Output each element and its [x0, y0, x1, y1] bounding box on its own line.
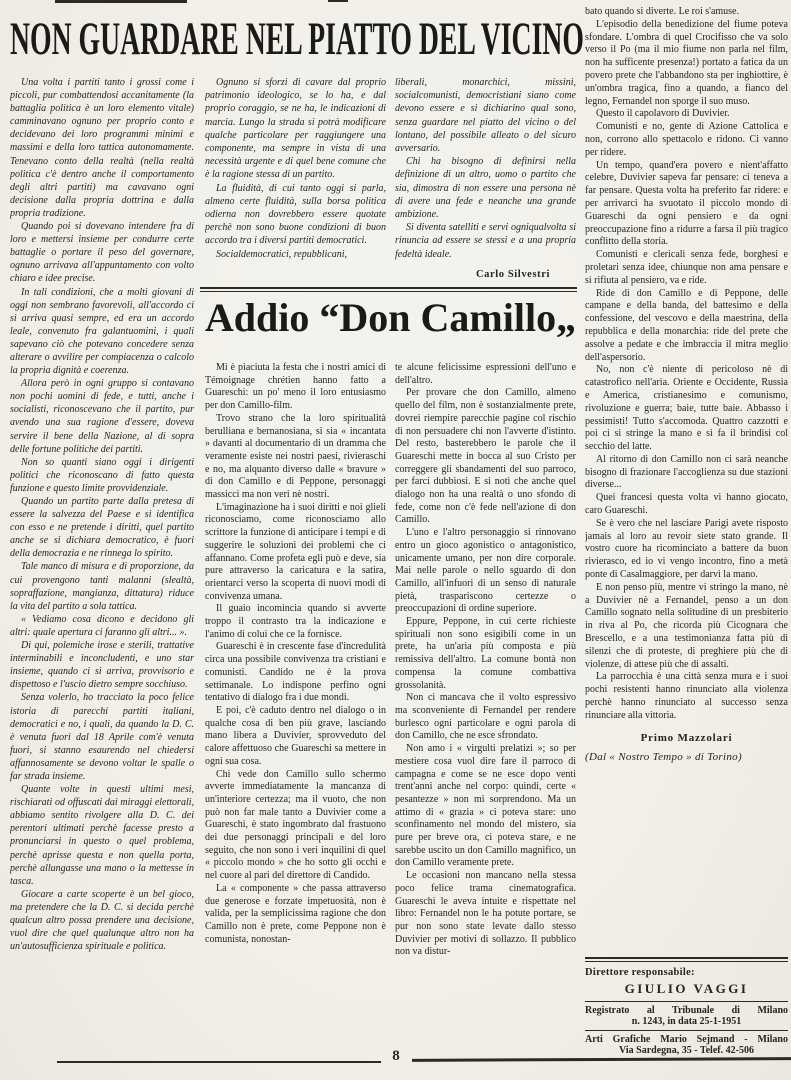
paragraph: Per provare che don Camillo, almeno quello del film, non è sostanzialmente prete, dovrei riempire parecchie pagine col rischio di non persuadere chi non l'avverte d'istinto. Del resto, basterebbero le parole che il Guareschi mette in bocca al suo Cristo per correggere gli sbandamenti del suo parroco, per farci dubbiosi. E si noti che anche quel dialogo non ha una realtà o uno sfondo di fede, come non c'è fede nell'azione di don Camillo.	[395, 387, 576, 526]
article2-divider-rule	[200, 287, 577, 292]
paragraph: Non so quanti siano oggi i dirigenti politici che riconoscano di fatto questa funzione e questo limite provvidenziale.	[10, 456, 194, 494]
paragraph: Comunisti e no, gente di Azione Cattolica e non, corrono allo spettacolo e ridono. Ci vanno per ridere.	[585, 121, 788, 158]
article1-column-3	[395, 76, 576, 294]
imprint-registration-line1: Registrato al Tribunale di Milano	[585, 1005, 788, 1016]
article2-column-3	[585, 6, 788, 956]
paragraph: E poi, c'è caduto dentro nel dialogo o in qualche cosa di ben più grave, lasciando mano libera a Duvivier, sprovveduto del calore affettuoso che Guareschi sa mettere in ogni sua cosa.	[205, 704, 386, 767]
paragraph: Chi ha bisogno di definirsi nella definizione di un altro, uomo o partito che sia, dimostra di non essere una persona nè di avere una fede e neanche una grande ambizione.	[395, 156, 576, 221]
paragraph: Di qui, polemiche irose e sterili, trattative interminabili e inconcludenti, e uno star insieme, quando ci si arriva, provvisorio e dispettoso e l'uscio dietro sempre socchiuso.	[10, 640, 194, 691]
paragraph: Eppure, Peppone, in cui certe richieste spirituali non sono esigibili come in un prete, ha un'aria più composta e più remissiva dell'altro. La comune bontà non compensa la comune combattiva grossolanità.	[395, 616, 576, 691]
paragraph: Il guaio incomincia quando si avverte troppo il contrasto tra la indicazione e l'animo di colui che ce la fornisce.	[205, 603, 386, 640]
paragraph: Comunisti e clericali senza fede, borghesi e proletari senza idee, chiunque non ama pensare e si rifiuta al pensiero, va e ride.	[585, 249, 788, 286]
paragraph: Tale manco di misura e di proporzione, da cui provengono tanti malanni (slealtà, sopraffazione, mangianza, dittatura) riduce la vita del partito a sola tattica.	[10, 561, 194, 612]
paragraph: La parrocchia è una città senza mura e i suoi pochi resistenti hanno rinunciato alla violenza perchè hanno rinunciato al successo senza rinunciare alla vittoria.	[585, 671, 788, 721]
article1-headline: NON GUARDARE NEL PIATTO DEL VICINO	[10, 13, 584, 65]
paragraph: E non penso più, mentre vi stringo la mano, nè a Duvivier nè a Fernandel, penso a un don Camillo sognato nella solitudine di un presbiterio in riva al Po, che ricorda più Cicognara che Brescello, e a una testimonianza fatta più di silenzi che di proteste, di preghiere più che di violenze, di attese più che di assalti.	[585, 581, 788, 670]
article2-column-1	[205, 362, 386, 1046]
article2-column-2	[395, 362, 576, 1046]
paragraph: bato quando si diverte. Le roi s'amuse.	[585, 6, 739, 17]
paragraph: Ride di don Camillo e di Peppone, delle campane e della banda, del battesimo e della confessione, del vescovo e della maestrina, della repubblica e della monarchia: ride del prete che assolve a pedate e che imbraccia il mitra meglio dell'aspersorio.	[585, 287, 788, 363]
article2-byline: Primo Mazzolari	[640, 731, 733, 744]
paragraph: te alcune felicissime espressioni dell'uno e dell'altro.	[395, 362, 576, 386]
article1-column-1	[10, 76, 194, 1042]
paragraph: Le occasioni non mancano nella stessa poco felice trama cinematografica. Guareschi le aveva intuite e rispettate nel libro: Fernandel non le ha potute portare, se pur non sono state levate dallo stesso Duvivier per motivi di sollazzo. Il pubblico non va distur-	[395, 870, 576, 958]
paragraph: Senza volerlo, ho tracciato la poco felice istoria di parecchi partiti italiani, democratici e no, i quali, da quando la D. C. è venuta fuori dal 18 Aprile com'è venuta fuori, si stanno esaurendo nel chiedersi affannosamente se devono voltar le spalle o far strada insieme.	[10, 692, 194, 782]
paragraph: Non ci mancava che il volto espressivo ma sconveniente di Fernandel per rendere burlesco ogni particolare e ogni parola di don Camillo, che ne esce sfrondato.	[395, 692, 576, 742]
bottom-rule-left	[57, 1061, 381, 1063]
paragraph: L'uno e l'altro personaggio si rinnovano entro un gioco agonistico o antagonistico, unicamente umano, per non dire corporale. Mai nelle parole o nello sguardo di don Camillo, all'infuori di un senso di naturale pietà, traspariscono certezze o preoccupazioni di ordine superiore.	[395, 527, 576, 615]
paragraph: La fluidità, di cui tanto oggi si parla, almeno certe fluidità, sulla borsa politica odierna non dovrebbero essere quotate perchè non sono buone condizioni di buon accordo tra i diversi partiti democratici.	[205, 182, 386, 247]
paragraph: No, non c'è niente di pericoloso nè di catastrofico nell'aria. Oriente e Occidente, Russia e America, cristianesimo e comunismo, rivoluzione e guerra; baie, tutte baie. Abbasso i pessimisti! Tutto s'accomoda. Quattro cazzotti e poi ci si stringe la mano e si fa il brindisi col secchio del latte.	[585, 364, 788, 453]
paragraph: Allora però in ogni gruppo si contavano non pochi uomini di fede, e tutti, anche i socialisti, riconoscevano che il partito, pur avendo una sua ragione d'essere, doveva servire il bene della Nazione, al di sopra delle fortune politiche dei partiti.	[10, 378, 194, 455]
paragraph: Quante volte in questi ultimi mesi, rischiarati od offuscati dai miraggi elettorali, abbiamo sentito rivolgere alla D. C. dei perentori ultimati perchè facesse presto a pronunciarsi in questo o quel problema, perchè aprisse questa e non quella porta, perchè allungasse una mano o la mettesse in tasca.	[10, 784, 194, 887]
paragraph: L'imaginazione ha i suoi diritti e noi glieli riconosciamo, come riconosciamo allo scrittore la funzione di anticipare i tempi e di suggerire le soluzioni dei problemi che ci affannano. Come profeta egli può e deve, sia pure attraverso la caricatura e la satira, orientarci verso la scoperta di nuovi modi di convivenza umana.	[205, 501, 386, 602]
article2-column-3-text	[585, 6, 788, 723]
paragraph: Un tempo, quand'era povero e nient'affatto celebre, Duvivier sapeva far pensare: ci teneva a far pensare. Questa volta ha preferito far ridere: e per arrivarci ha svuotato il piccolo mondo di Guareschi da ogni pensiero e da ogni preoccupazione fino a ridurre a farsa il più tragico conflitto della storia.	[585, 159, 788, 248]
paragraph: Questo il capolavoro di Duvivier.	[596, 108, 730, 120]
paragraph: Non amo i « virgulti prelatizi »; so per mestiere cosa vuol dire fare il parroco di campagna e come se ne esce dopo venti trent'anni anche nel corpo: quindi, certe « pesantezze » non mi sorprendono. Ma un attimo di « grazia » ci poteva stare: uno sconfinamento nel mondo del mistero, sia pure per breve ora, ci poteva stare, e ne sarebbe uscito un don Camillo magnifico, un don Camillo veramente prete.	[395, 743, 576, 869]
paragraph: Socialdemocratici, repubblicani,	[216, 248, 347, 260]
imprint-rule	[585, 1030, 788, 1031]
article1-column-2	[205, 76, 386, 304]
top-edge-rule-fragment	[55, 0, 187, 3]
imprint-registration-line2: n. 1243, in data 25-1-1951	[631, 1016, 742, 1027]
paragraph: In tali condizioni, che a molti giovani di oggi non sembrano favorevoli, all'accordo ci si arriva quasi sempre, ed era un accordo leale, convenuto fra galantuomini, i quali sapevano ciò che potevano concedere senza alterare o avvilire per compiacenza o calcolo la propria dignità e coerenza.	[10, 286, 194, 377]
paragraph: Guareschi è in crescente fase d'incredulità circa una possibile convivenza tra cristiani e comunisti. Candido ne è la prova settimanale. Lo indispone perfino ogni tentativo di dialogo fra i due mondi.	[205, 641, 386, 704]
top-edge-mark	[328, 0, 348, 2]
paragraph: L'episodio della benedizione del fiume poteva sfondare. L'ombra di quel Crocifisso che va solo verso il Po (ma il mio fiume non parla nel film, non ha sufficente presenza!) portato a fatica da un povero prete che l'abbandono sta per inghiottire, è un'ombra tragica, fino a quando, a fianco del legno, Fernandel non sporge il suo muso.	[585, 18, 788, 107]
paragraph: Trovo strano che la loro spiritualità berulliana e bernanosiana, si sia « incantata » davanti al documentario di un dramma che veramente esiste nei nostri paesi, rivieraschi e no, ma alquanto diverso dalle « bravure » di don Camillo e di Peppone, personaggi massicci ma non veri nè nostri.	[205, 412, 386, 501]
imprint-director-name: GIULIO VAGGI	[624, 981, 749, 996]
imprint-printer-line1: Arti Grafiche Mario Sejmand - Milano	[585, 1034, 788, 1045]
paragraph: Quando poi si dovevano intendere fra di loro e mettersi insieme per condurre certe battaglie o portare il peso del governare, ognuno arrivava all'appuntamento con volto chiaro e idee precise.	[10, 221, 194, 285]
imprint-top-rule	[585, 957, 788, 962]
imprint-printer-line2: Via Sardegna, 35 - Telef. 42-506	[619, 1045, 754, 1056]
paragraph: Si diventa satelliti e servi ogniqualvolta si rinuncia ad essere se stessi e a una propria fedeltà ideale.	[395, 222, 576, 260]
paragraph: Una volta i partiti tanto i grossi come i piccoli, pur combattendosi accanitamente (la battaglia politica è un loro elemento vitale) camminavano ognuno per proprio conto e decidevano dei loro programmi minimi e massimi e della loro tattica autonomamente. Tenevano conto della realtà (nella realtà politica c'è dentro anche il comportamento degli altri partiti) ma cavavano ogni decisione dalla propria dottrina e dalla propria tradizione.	[10, 77, 194, 219]
imprint-block	[585, 957, 788, 1056]
paragraph: Al ritorno di don Camillo non ci sarà neanche bisogno di frazionare l'accoglienza su due stazioni diverse...	[585, 453, 788, 491]
page-number: 8	[392, 1048, 400, 1064]
paragraph: Mi è piaciuta la festa che i nostri amici di Témoignage chrétien hanno fatto a Guareschi: un po' meno il loro entusiasmo per don Camillo-film.	[205, 362, 386, 412]
paragraph: Giocare a carte scoperte è un bel gioco, ma pretendere che la D. C. si decida perchè qualcun altro possa prendere una decisione, vuol dire che quel qualunque altro non ha un'autosufficienza spirituale e politica.	[10, 888, 194, 953]
paragraph: liberali, monarchici, missini, socialcomunisti, democristiani siano come devono essere e si dichiarino qual sono, senza guardare nel piatto del vicino o del lontano, del possibile alleato o del sicuro avversario.	[395, 77, 576, 155]
article2-source: (Dal « Nostro Tempo » di Torino)	[585, 751, 742, 764]
paragraph: Quando un partito parte dalla pretesa di essere la salvezza del Paese e si identifica con esso e ne pretende i diritti, quel partito anche se si dichiara democratico, è fuori della democrazia e ne rinnega lo spirito.	[10, 496, 194, 560]
article2-headline: Addio “Don Camillo„	[204, 295, 577, 340]
paragraph: Quei francesi questa volta vi hanno giocato, caro Guareschi.	[585, 492, 788, 517]
bottom-rule-right	[412, 1057, 791, 1062]
paragraph: La « componente » che passa attraverso due generose e forzate impetuosità, non è valida, per la semplicissima ragione che don Camillo non è prete, come Peppone non è comunista, nonostan-	[205, 882, 386, 945]
imprint-label: Direttore responsabile:	[585, 967, 695, 978]
paragraph: « Vediamo cosa dicono e decidono gli altri: quale apertura ci faranno gli altri... ».	[10, 613, 194, 638]
article1-column-3-text	[395, 76, 576, 261]
imprint-rule	[585, 1001, 788, 1002]
paragraph: Ognuno si sforzi di cavare dal proprio patrimonio ideologico, se lo ha, e dal proprio coraggio, se ne ha, le indicazioni di marcia. Lungo la strada si potrà modificare qualche particolare per raggiungere una componente, ma sempre in vista di una necessità urgente e di quel bene comune che è la ragione stessa di un partito.	[205, 77, 386, 181]
paragraph: Se è vero che nel lasciare Parigi avete risposto jamais al loro au revoir siete stato grande. Il vostro cuore ha ricominciato a battere da buon rivierasco, ed io vi vengo incontro, fino a metà ponte di Casalmaggiore, per darvi la mano.	[585, 517, 788, 581]
paragraph: Chi vede don Camillo sullo schermo avverte immediatamente la mancanza di un'interiore certezza; ma il vuoto, che non può non far male tanto a Duvivier come a Guareschi, è stato ingombrato dal frastuono dei due personaggi principali e del loro seguito, che non sono i veri inquilini di quel « piccolo mondo » che ho sotto gli occhi e nel cuore al pari del direttore di Candido.	[205, 768, 386, 882]
article1-byline: Carlo Silvestri	[475, 268, 550, 280]
